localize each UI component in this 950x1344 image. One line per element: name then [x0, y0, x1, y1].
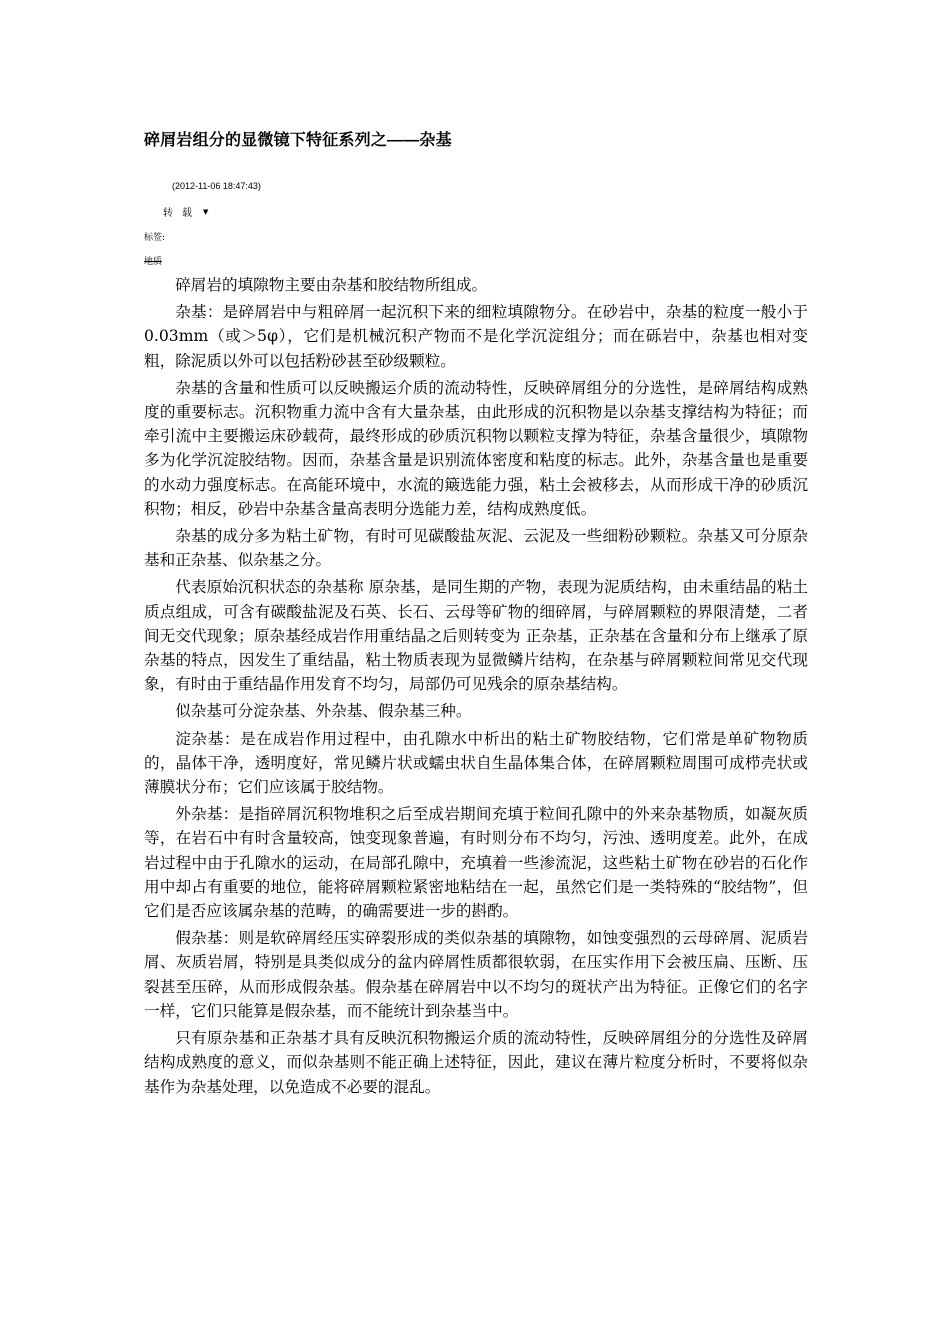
- paragraph: 似杂基可分淀杂基、外杂基、假杂基三种。: [175, 702, 472, 721]
- tags-label: 标签:: [144, 233, 166, 243]
- paragraph: 只有原杂基和正杂基才具有反映沉积物搬运介质的流动特性，反映碎屑组分的分选性及碎屑结构成熟度的意义，而似杂基则不能正确上述特征，因此，建议在薄片粒度分析时，不要将似杂基作为杂基处理，以免造成不必要的混乱。: [144, 1029, 808, 1096]
- tag-link[interactable]: 地质: [144, 257, 163, 267]
- paragraph: 杂基的含量和性质可以反映搬运介质的流动特性，反映碎屑组分的分选性，是碎屑结构成熟度的重要标志。沉积物重力流中含有大量杂基，由此形成的沉积物是以杂基支撑结构为特征；而牵引流中主要搬运床砂载荷，最终形成的砂质沉积物以颗粒支撑为特征，杂基含量很少，填隙物多为化学沉淀胶结物。因而，杂基含量是识别流体密度和粘度的标志。此外，杂基含量也是重要的水动力强度标志。在高能环境中，水流的簸选能力强，粘土会被移去，从而形成干净的砂质沉积物；相反，砂岩中杂基含量高表明分选能力差，结构成熟度低。: [144, 378, 808, 518]
- repost-link[interactable]: 转载: [163, 208, 201, 219]
- article-title: 碎屑岩组分的显微镜下特征系列之——杂基: [144, 132, 452, 149]
- paragraph: 杂基：是碎屑岩中与粗碎屑一起沉积下来的细粒填隙物分。在砂岩中，杂基的粒度一般小于 0.03mm（或＞5φ），它们是机械沉积产物而不是化学沉淀组分；而在砾岩中，杂基也相对变粗，除泥质以外可以包括粉砂甚至砂级颗粒。: [144, 303, 808, 370]
- paragraph: 碎屑岩的填隙物主要由杂基和胶结物所组成。: [175, 276, 488, 294]
- paragraph: 代表原始沉积状态的杂基称 原杂基，是同生期的产物，表现为泥质结构，由未重结晶的粘土质点组成，可含有碳酸盐泥及石英、长石、云母等矿物的细碎屑，与碎屑颗粒的界限清楚，二者间无交代现象；原杂基经成岩作用重结晶之后则转变为 正杂基，正杂基在含量和分布上继承了原杂基的特点，因发生了重结晶，粘土物质表现为显微鳞片结构，在杂基与碎屑颗粒间常见交代现象，有时由于重结晶作用发育不均匀，局部仍可见残余的原杂基结构。: [144, 578, 808, 694]
- dropdown-arrow-icon[interactable]: ▼: [203, 208, 209, 216]
- paragraph: 淀杂基：是在成岩作用过程中，由孔隙水中析出的粘土矿物胶结物，它们常是单矿物物质的，晶体干净，透明度好，常见鳞片状或蠕虫状自生晶体集合体，在碎屑颗粒周围可成栉壳状或薄膜状分布；它们应该属于胶结物。: [144, 729, 808, 797]
- post-date: (2012-11-06 18:47:43): [172, 181, 261, 191]
- paragraph: 外杂基：是指碎屑沉积物堆积之后至成岩期间充填于粒间孔隙中的外来杂基物质，如凝灰质等，在岩石中有时含量较高，蚀变现象普遍，有时则分布不均匀，污浊、透明度差。此外，在成岩过程中由于孔隙水的运动，在局部孔隙中，充填着一些渗流泥，这些粘土矿物在砂岩的石化作用中却占有重要的地位，能将碎屑颗粒紧密地粘结在一起，虽然它们是一类特殊的“胶结物”，但它们是否应该属杂基的范畴，的确需要进一步的斟酌。: [144, 805, 808, 921]
- article-body: [144, 273, 808, 1102]
- paragraph: 假杂基：则是软碎屑经压实碎裂形成的类似杂基的填隙物，如蚀变强烈的云母碎屑、泥质岩屑、灰质岩屑，特别是具类似成分的盆内碎屑性质都很软弱，在压实作用下会被压扁、压断、压裂甚至压碎，从而形成假杂基。假杂基在碎屑岩中以不均匀的斑状产出为特征。正像它们的名字一样，它们只能算是假杂基，而不能统计到杂基当中。: [144, 929, 808, 1020]
- paragraph: 杂基的成分多为粘土矿物，有时可见碳酸盐灰泥、云泥及一些细粉砂颗粒。杂基又可分原杂基和正杂基、似杂基之分。: [144, 527, 808, 570]
